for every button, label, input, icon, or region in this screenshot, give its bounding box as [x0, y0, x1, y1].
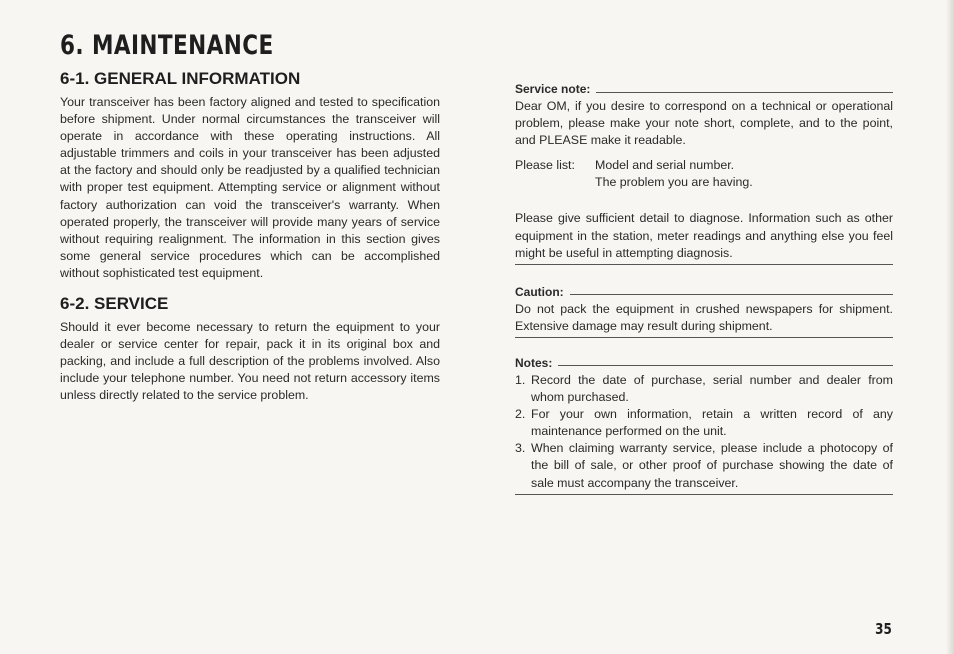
caution-label: Caution:: [515, 284, 564, 299]
caution-bottom-rule: [515, 337, 893, 338]
heading-rule: [596, 92, 893, 93]
list-item: [515, 406, 893, 440]
section-title-general-information: 6-1. GENERAL INFORMATION: [60, 69, 301, 88]
please-list-item-model: Model and serial number.: [595, 158, 735, 173]
note-text: When claiming warranty service, please include a photocopy of the bill of sale, or other proof of purchase showing the date of sale must accompany the transceiver.: [531, 441, 893, 490]
please-list-item-problem: The problem you are having.: [595, 175, 753, 190]
notes-box: [515, 356, 893, 495]
please-list-label: Please list:: [515, 158, 575, 173]
notes-list: [515, 372, 893, 492]
caution-box: [515, 285, 893, 338]
chapter-title: 6. MAINTENANCE: [60, 30, 274, 61]
service-note-heading: [515, 82, 893, 96]
list-item: [515, 440, 893, 491]
heading-rule: [570, 294, 893, 295]
heading-rule: [558, 365, 893, 366]
right-column: [515, 82, 893, 495]
service-note-detail: Please give sufficient detail to diagnose. Information such as other equipment in the station, meter readings and anything else you feel might be useful in attempting diagnosis.: [515, 211, 893, 260]
caution-heading: [515, 285, 893, 299]
service-note-intro: Dear OM, if you desire to correspond on a technical or operational problem, please make your note short, complete, and to the point, and PLEASE make it readable.: [515, 99, 893, 148]
section-title-service: 6-2. SERVICE: [60, 294, 169, 314]
notes-heading: [515, 356, 893, 370]
notes-label: Notes:: [515, 355, 553, 370]
note-number: 3.: [515, 441, 526, 456]
page-number: 35: [875, 620, 892, 638]
list-item: [515, 372, 893, 406]
note-number: 2.: [515, 407, 526, 422]
service-note-box: [515, 82, 893, 265]
caution-text: Do not pack the equipment in crushed newspapers for shipment. Extensive damage may result during shipment.: [515, 301, 893, 333]
service-text: Should it ever become necessary to return the equipment to your dealer or service center for repair, pack it in its original box and packing, and include a full description of the problems involved. Also include your telephone number. You need not return accessory items unless directly related to the service problem.: [60, 320, 440, 403]
note-text: Record the date of purchase, serial number and dealer from whom purchased.: [531, 372, 893, 405]
please-list-row: [515, 157, 893, 174]
left-column: [60, 30, 440, 405]
page-binding-shadow: [946, 0, 954, 654]
service-note-bottom-rule: [515, 264, 893, 265]
notes-bottom-rule: [515, 494, 893, 495]
service-note-label: Service note:: [515, 82, 591, 96]
note-number: 1.: [515, 372, 526, 387]
general-information-text: Your transceiver has been factory aligned and tested to specification before shipment. Under normal circumstances the transceiver will operate in accordance with these operating instructions. All adjustable trimmers and coils in your transceiver has been adjusted at the factory and should only be readjusted by a qualified technician with proper test equipment. Attempting service or alignment without factory authorization can void the transceiver's warranty. When operated properly, the transceiver will provide many years of service without requiring realignment. The information in this section gives some general service procedures which can be accomplished without sophisticated test equipment.: [60, 95, 440, 280]
note-text: For your own information, retain a written record of any maintenance performed on the unit.: [531, 407, 893, 439]
